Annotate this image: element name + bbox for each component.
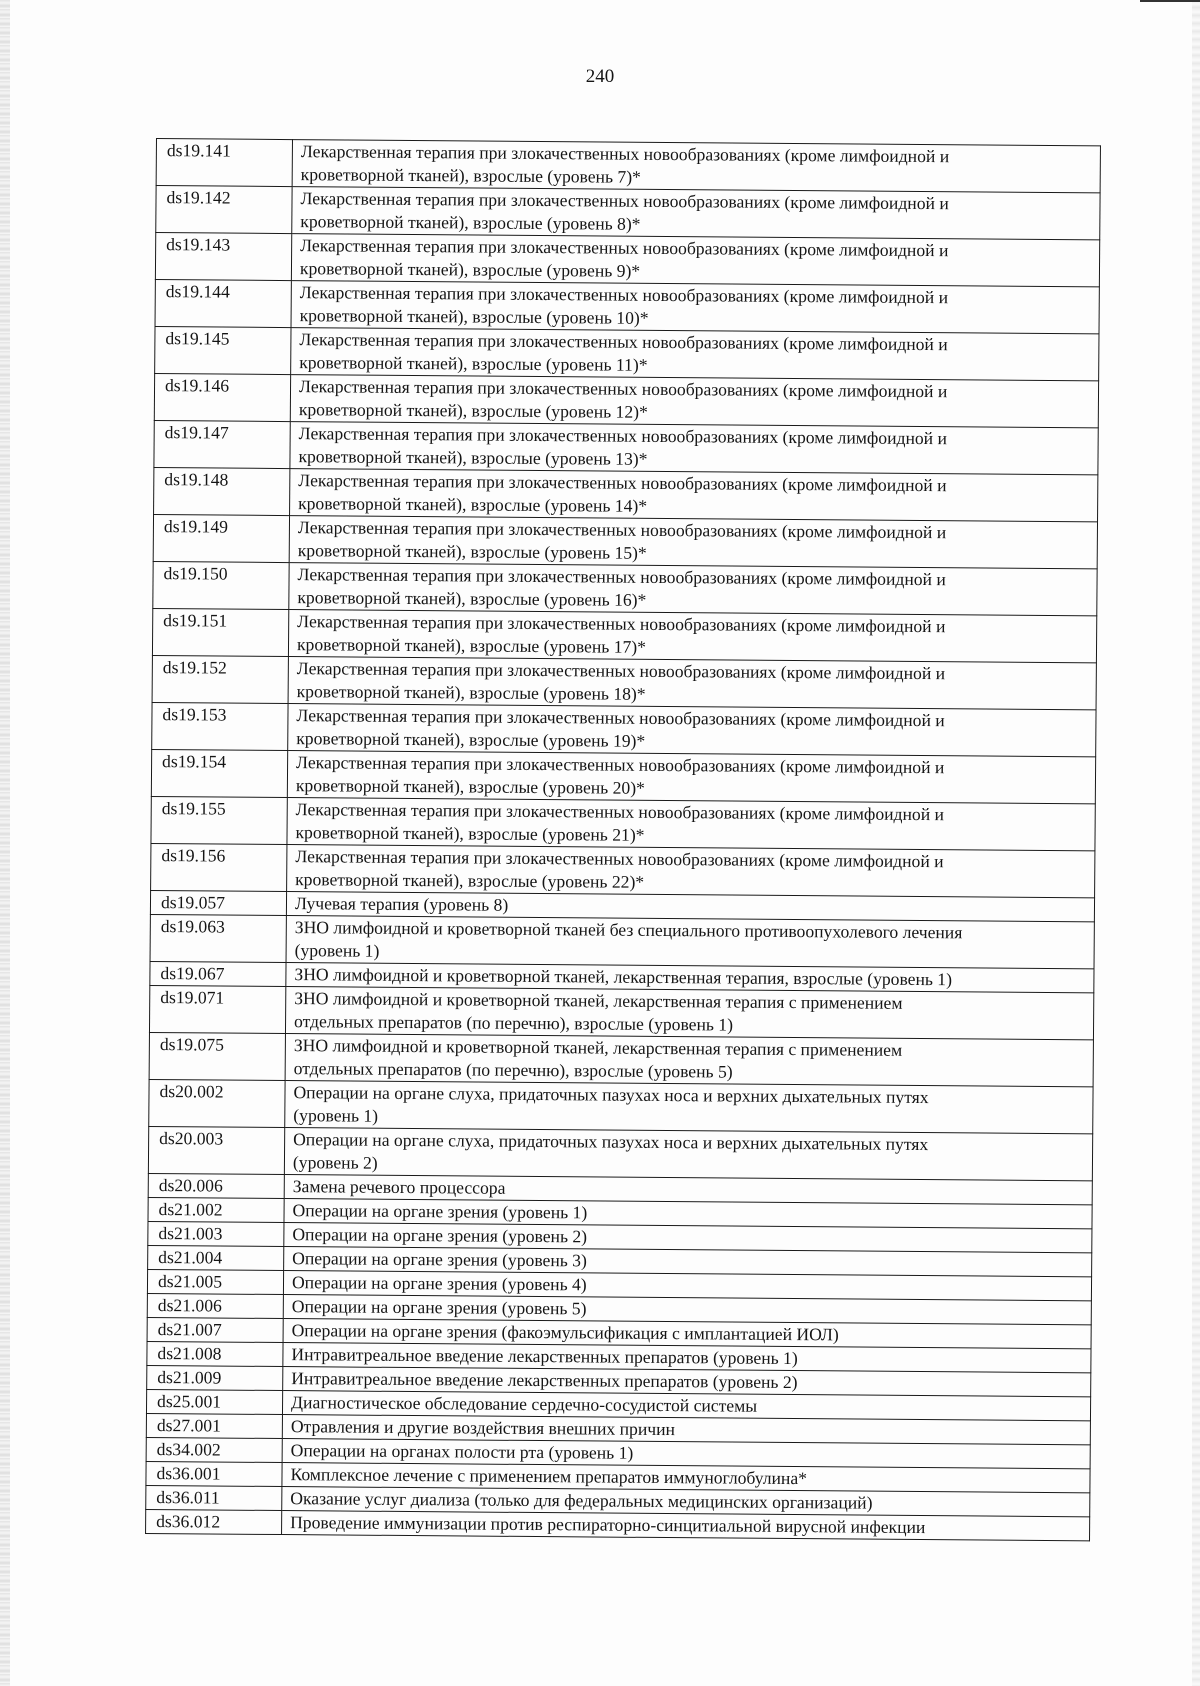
table-row bbox=[151, 749, 1095, 803]
row-description-line: Лекарственная терапия при злокачественных новообразованиях (кроме лимфоидной и bbox=[297, 611, 946, 637]
table-row bbox=[154, 373, 1098, 427]
row-code: ds19.152 bbox=[152, 655, 288, 703]
row-description-line: Лекарственная терапия при злокачественных новообразованиях (кроме лимфоидной и bbox=[298, 423, 948, 449]
row-code: ds19.156 bbox=[151, 843, 287, 891]
row-code: ds19.146 bbox=[154, 373, 290, 421]
row-code: ds34.002 bbox=[146, 1437, 282, 1462]
table-row bbox=[152, 655, 1096, 709]
row-description-line: ЗНО лимфоидной и кроветворной тканей без специального противоопухолевого лечения bbox=[294, 917, 963, 943]
row-code: ds21.002 bbox=[148, 1197, 284, 1222]
table-row bbox=[155, 326, 1099, 380]
row-description bbox=[285, 1081, 1093, 1134]
row-description-line: кроветворной тканей), взрослые (уровень 12)* bbox=[298, 399, 648, 422]
row-description-line: ЗНО лимфоидной и кроветворной тканей, лекарственная терапия с применением bbox=[293, 1035, 903, 1060]
row-code: ds19.150 bbox=[153, 561, 289, 609]
row-description-line: кроветворной тканей), взрослые (уровень 9)* bbox=[299, 258, 641, 281]
row-description-line: кроветворной тканей), взрослые (уровень 10)* bbox=[299, 305, 649, 328]
row-description-line: Лекарственная терапия при злокачественных новообразованиях (кроме лимфоидной и bbox=[295, 846, 944, 872]
row-description bbox=[292, 140, 1100, 193]
table-row bbox=[152, 608, 1096, 662]
row-description bbox=[289, 516, 1097, 569]
row-code: ds21.008 bbox=[147, 1341, 283, 1366]
row-description-line: Операции на органе зрения (уровень 2) bbox=[292, 1224, 588, 1247]
table-row bbox=[155, 233, 1099, 287]
row-description-line: Лекарственная терапия при злокачественных новообразованиях (кроме лимфоидной и bbox=[299, 282, 949, 308]
table-row bbox=[155, 279, 1099, 333]
row-description-line: Интравитреальное введение лекарственных препаратов (уровень 2) bbox=[291, 1368, 798, 1393]
row-description-line: кроветворной тканей), взрослые (уровень 22)* bbox=[295, 869, 645, 892]
row-description-line: кроветворной тканей), взрослые (уровень 17)* bbox=[296, 634, 647, 657]
row-description bbox=[284, 1128, 1092, 1181]
row-description-line: Операции на органе зрения (уровень 4) bbox=[291, 1272, 587, 1295]
row-code: ds21.005 bbox=[147, 1269, 283, 1294]
row-description bbox=[290, 375, 1098, 428]
codes-table bbox=[145, 138, 1101, 1541]
row-description-line: ЗНО лимфоидной и кроветворной тканей, лекарственная терапия, взрослые (уровень 1) bbox=[294, 964, 953, 990]
row-code: ds19.149 bbox=[153, 514, 289, 562]
row-code: ds20.006 bbox=[148, 1173, 284, 1198]
row-description bbox=[287, 798, 1095, 851]
row-description-line: (уровень 1) bbox=[293, 1105, 379, 1126]
table-row bbox=[150, 914, 1094, 968]
row-description-line: Лекарственная терапия при злокачественных новообразованиях (кроме лимфоидной и bbox=[296, 752, 945, 778]
row-code: ds19.142 bbox=[156, 186, 292, 234]
row-description-line: Лекарственная терапия при злокачественных новообразованиях (кроме лимфоидной и bbox=[298, 376, 948, 402]
row-code: ds19.057 bbox=[150, 890, 286, 915]
row-description-line: (уровень 2) bbox=[292, 1152, 378, 1173]
row-description-line: кроветворной тканей), взрослые (уровень 13)* bbox=[298, 446, 648, 469]
row-description-line: Оказание услуг диализа (только для федеральных медицинских организаций) bbox=[290, 1488, 873, 1513]
row-description-line: Интравитреальное введение лекарственных препаратов (уровень 1) bbox=[291, 1344, 798, 1369]
row-description-line: Лекарственная терапия при злокачественных новообразованиях (кроме лимфоидной и bbox=[298, 470, 947, 496]
row-description-line: Операции на органе слуха, придаточных пазухах носа и верхних дыхательных путях bbox=[293, 1082, 929, 1108]
row-code: ds19.147 bbox=[154, 420, 290, 468]
row-code: ds19.075 bbox=[149, 1032, 285, 1080]
row-description-line: Лекарственная терапия при злокачественных новообразованиях (кроме лимфоидной и bbox=[297, 564, 946, 590]
scan-top-line bbox=[1140, 0, 1200, 2]
row-code: ds21.007 bbox=[147, 1317, 283, 1342]
table-row bbox=[151, 843, 1095, 897]
row-description bbox=[285, 987, 1093, 1040]
table-row bbox=[153, 514, 1097, 568]
row-description-line: Замена речевого процессора bbox=[292, 1176, 506, 1198]
row-description-line: кроветворной тканей), взрослые (уровень 15)* bbox=[297, 540, 647, 563]
table-row bbox=[152, 702, 1096, 756]
row-code: ds21.009 bbox=[147, 1365, 283, 1390]
row-description bbox=[288, 704, 1096, 757]
scan-edge-left bbox=[0, 0, 10, 1686]
table-row bbox=[149, 1079, 1093, 1133]
row-code: ds19.071 bbox=[149, 985, 285, 1033]
row-description-line: Комплексное лечение с применением препаратов иммуноглобулина* bbox=[290, 1464, 808, 1489]
row-code: ds36.001 bbox=[146, 1461, 282, 1486]
row-code: ds21.003 bbox=[148, 1221, 284, 1246]
table-row bbox=[154, 467, 1098, 521]
row-code: ds27.001 bbox=[146, 1413, 282, 1438]
table-row bbox=[149, 1032, 1093, 1086]
row-description-line: Операции на органах полости рта (уровень 1) bbox=[290, 1440, 634, 1463]
row-description-line: (уровень 1) bbox=[294, 940, 380, 961]
row-description-line: Отравления и другие воздействия внешних причин bbox=[290, 1416, 676, 1440]
row-description-line: Лекарственная терапия при злокачественных новообразованиях (кроме лимфоидной и bbox=[300, 141, 950, 167]
row-code: ds19.154 bbox=[151, 749, 287, 797]
row-description bbox=[288, 610, 1096, 663]
row-code: ds19.143 bbox=[155, 233, 291, 281]
row-description-line: кроветворной тканей), взрослые (уровень 21)* bbox=[295, 822, 645, 845]
table-row bbox=[153, 561, 1097, 615]
row-description bbox=[290, 469, 1098, 522]
row-description-line: ЗНО лимфоидной и кроветворной тканей, лекарственная терапия с применением bbox=[294, 988, 903, 1013]
row-description-line: Лекарственная терапия при злокачественных новообразованиях (кроме лимфоидной и bbox=[300, 188, 949, 214]
row-code: ds20.003 bbox=[148, 1126, 284, 1174]
row-code: ds19.151 bbox=[152, 608, 288, 656]
row-code: ds19.067 bbox=[150, 961, 286, 986]
row-description-line: Лекарственная терапия при злокачественных новообразованиях (кроме лимфоидной и bbox=[296, 658, 946, 684]
row-description bbox=[290, 422, 1098, 475]
row-description-line: отдельных препаратов (по перечню), взрослые (уровень 5) bbox=[293, 1058, 733, 1082]
row-code: ds20.002 bbox=[149, 1079, 285, 1127]
row-description bbox=[291, 234, 1099, 287]
table-row bbox=[154, 420, 1098, 474]
row-description-line: кроветворной тканей), взрослые (уровень 11)* bbox=[299, 352, 648, 375]
row-description-line: Лекарственная терапия при злокачественных новообразованиях (кроме лимфоидной и bbox=[297, 517, 947, 543]
table-row bbox=[148, 1126, 1092, 1180]
row-description bbox=[287, 845, 1095, 898]
row-description-line: Операции на органе зрения (уровень 3) bbox=[292, 1248, 587, 1271]
row-description-line: кроветворной тканей), взрослые (уровень 8)* bbox=[300, 211, 641, 234]
row-description-line: Лекарственная терапия при злокачественных новообразованиях (кроме лимфоидной и bbox=[299, 329, 948, 355]
row-description-line: Проведение иммунизации против респираторно-синцитиальной вирусной инфекции bbox=[290, 1512, 926, 1538]
row-description-line: кроветворной тканей), взрослые (уровень 20)* bbox=[295, 775, 645, 798]
row-description-line: Лекарственная терапия при злокачественных новообразованиях (кроме лимфоидной и bbox=[295, 799, 945, 825]
row-description-line: Операции на органе зрения (уровень 5) bbox=[291, 1296, 587, 1319]
row-code: ds19.145 bbox=[155, 326, 291, 374]
row-description-line: Диагностическое обследование сердечно-сосудистой системы bbox=[290, 1392, 758, 1416]
row-description bbox=[285, 1034, 1093, 1087]
row-description-line: Лекарственная терапия при злокачественных новообразованиях (кроме лимфоидной и bbox=[300, 235, 949, 261]
codes-table-body bbox=[146, 139, 1101, 1541]
table-row bbox=[156, 139, 1100, 193]
table-row bbox=[151, 796, 1095, 850]
row-code: ds19.153 bbox=[152, 702, 288, 750]
page-number: 240 bbox=[585, 66, 615, 87]
row-code: ds19.063 bbox=[150, 914, 286, 962]
row-description bbox=[286, 916, 1094, 969]
row-code: ds19.144 bbox=[155, 279, 291, 327]
row-description-line: кроветворной тканей), взрослые (уровень 19)* bbox=[296, 728, 646, 751]
row-description-line: Операции на органе зрения (факоэмульсификация с имплантацией ИОЛ) bbox=[291, 1320, 839, 1345]
row-description-line: кроветворной тканей), взрослые (уровень 7)* bbox=[300, 164, 641, 187]
row-code: ds19.155 bbox=[151, 796, 287, 844]
row-description-line: кроветворной тканей), взрослые (уровень 18)* bbox=[296, 681, 646, 704]
row-description-line: Операции на органе слуха, придаточных пазухах носа и верхних дыхательных путях bbox=[293, 1129, 929, 1155]
row-description-line: отдельных препаратов (по перечню), взрослые (уровень 1) bbox=[293, 1011, 734, 1035]
row-code: ds36.012 bbox=[146, 1509, 282, 1534]
row-description-line: кроветворной тканей), взрослые (уровень 14)* bbox=[298, 493, 648, 516]
row-description bbox=[291, 281, 1099, 334]
row-description-line: Операции на органе зрения (уровень 1) bbox=[292, 1200, 588, 1223]
row-code: ds21.006 bbox=[147, 1293, 283, 1318]
row-description bbox=[289, 563, 1097, 616]
row-code: ds19.148 bbox=[154, 467, 290, 515]
scan-edge-right bbox=[1192, 0, 1200, 1686]
row-description bbox=[291, 328, 1099, 381]
row-description bbox=[288, 657, 1096, 710]
row-code: ds25.001 bbox=[146, 1389, 282, 1414]
row-description bbox=[287, 751, 1095, 804]
row-description-line: Лучевая терапия (уровень 8) bbox=[294, 893, 509, 915]
row-description bbox=[292, 187, 1100, 240]
row-description bbox=[282, 1511, 1090, 1541]
table-row bbox=[156, 186, 1100, 240]
table-row bbox=[149, 985, 1093, 1039]
row-description-line: Лекарственная терапия при злокачественных новообразованиях (кроме лимфоидной и bbox=[296, 705, 945, 731]
row-description-line: кроветворной тканей), взрослые (уровень 16)* bbox=[297, 587, 647, 610]
row-code: ds19.141 bbox=[156, 139, 292, 187]
row-code: ds21.004 bbox=[148, 1245, 284, 1270]
row-code: ds36.011 bbox=[146, 1485, 282, 1510]
